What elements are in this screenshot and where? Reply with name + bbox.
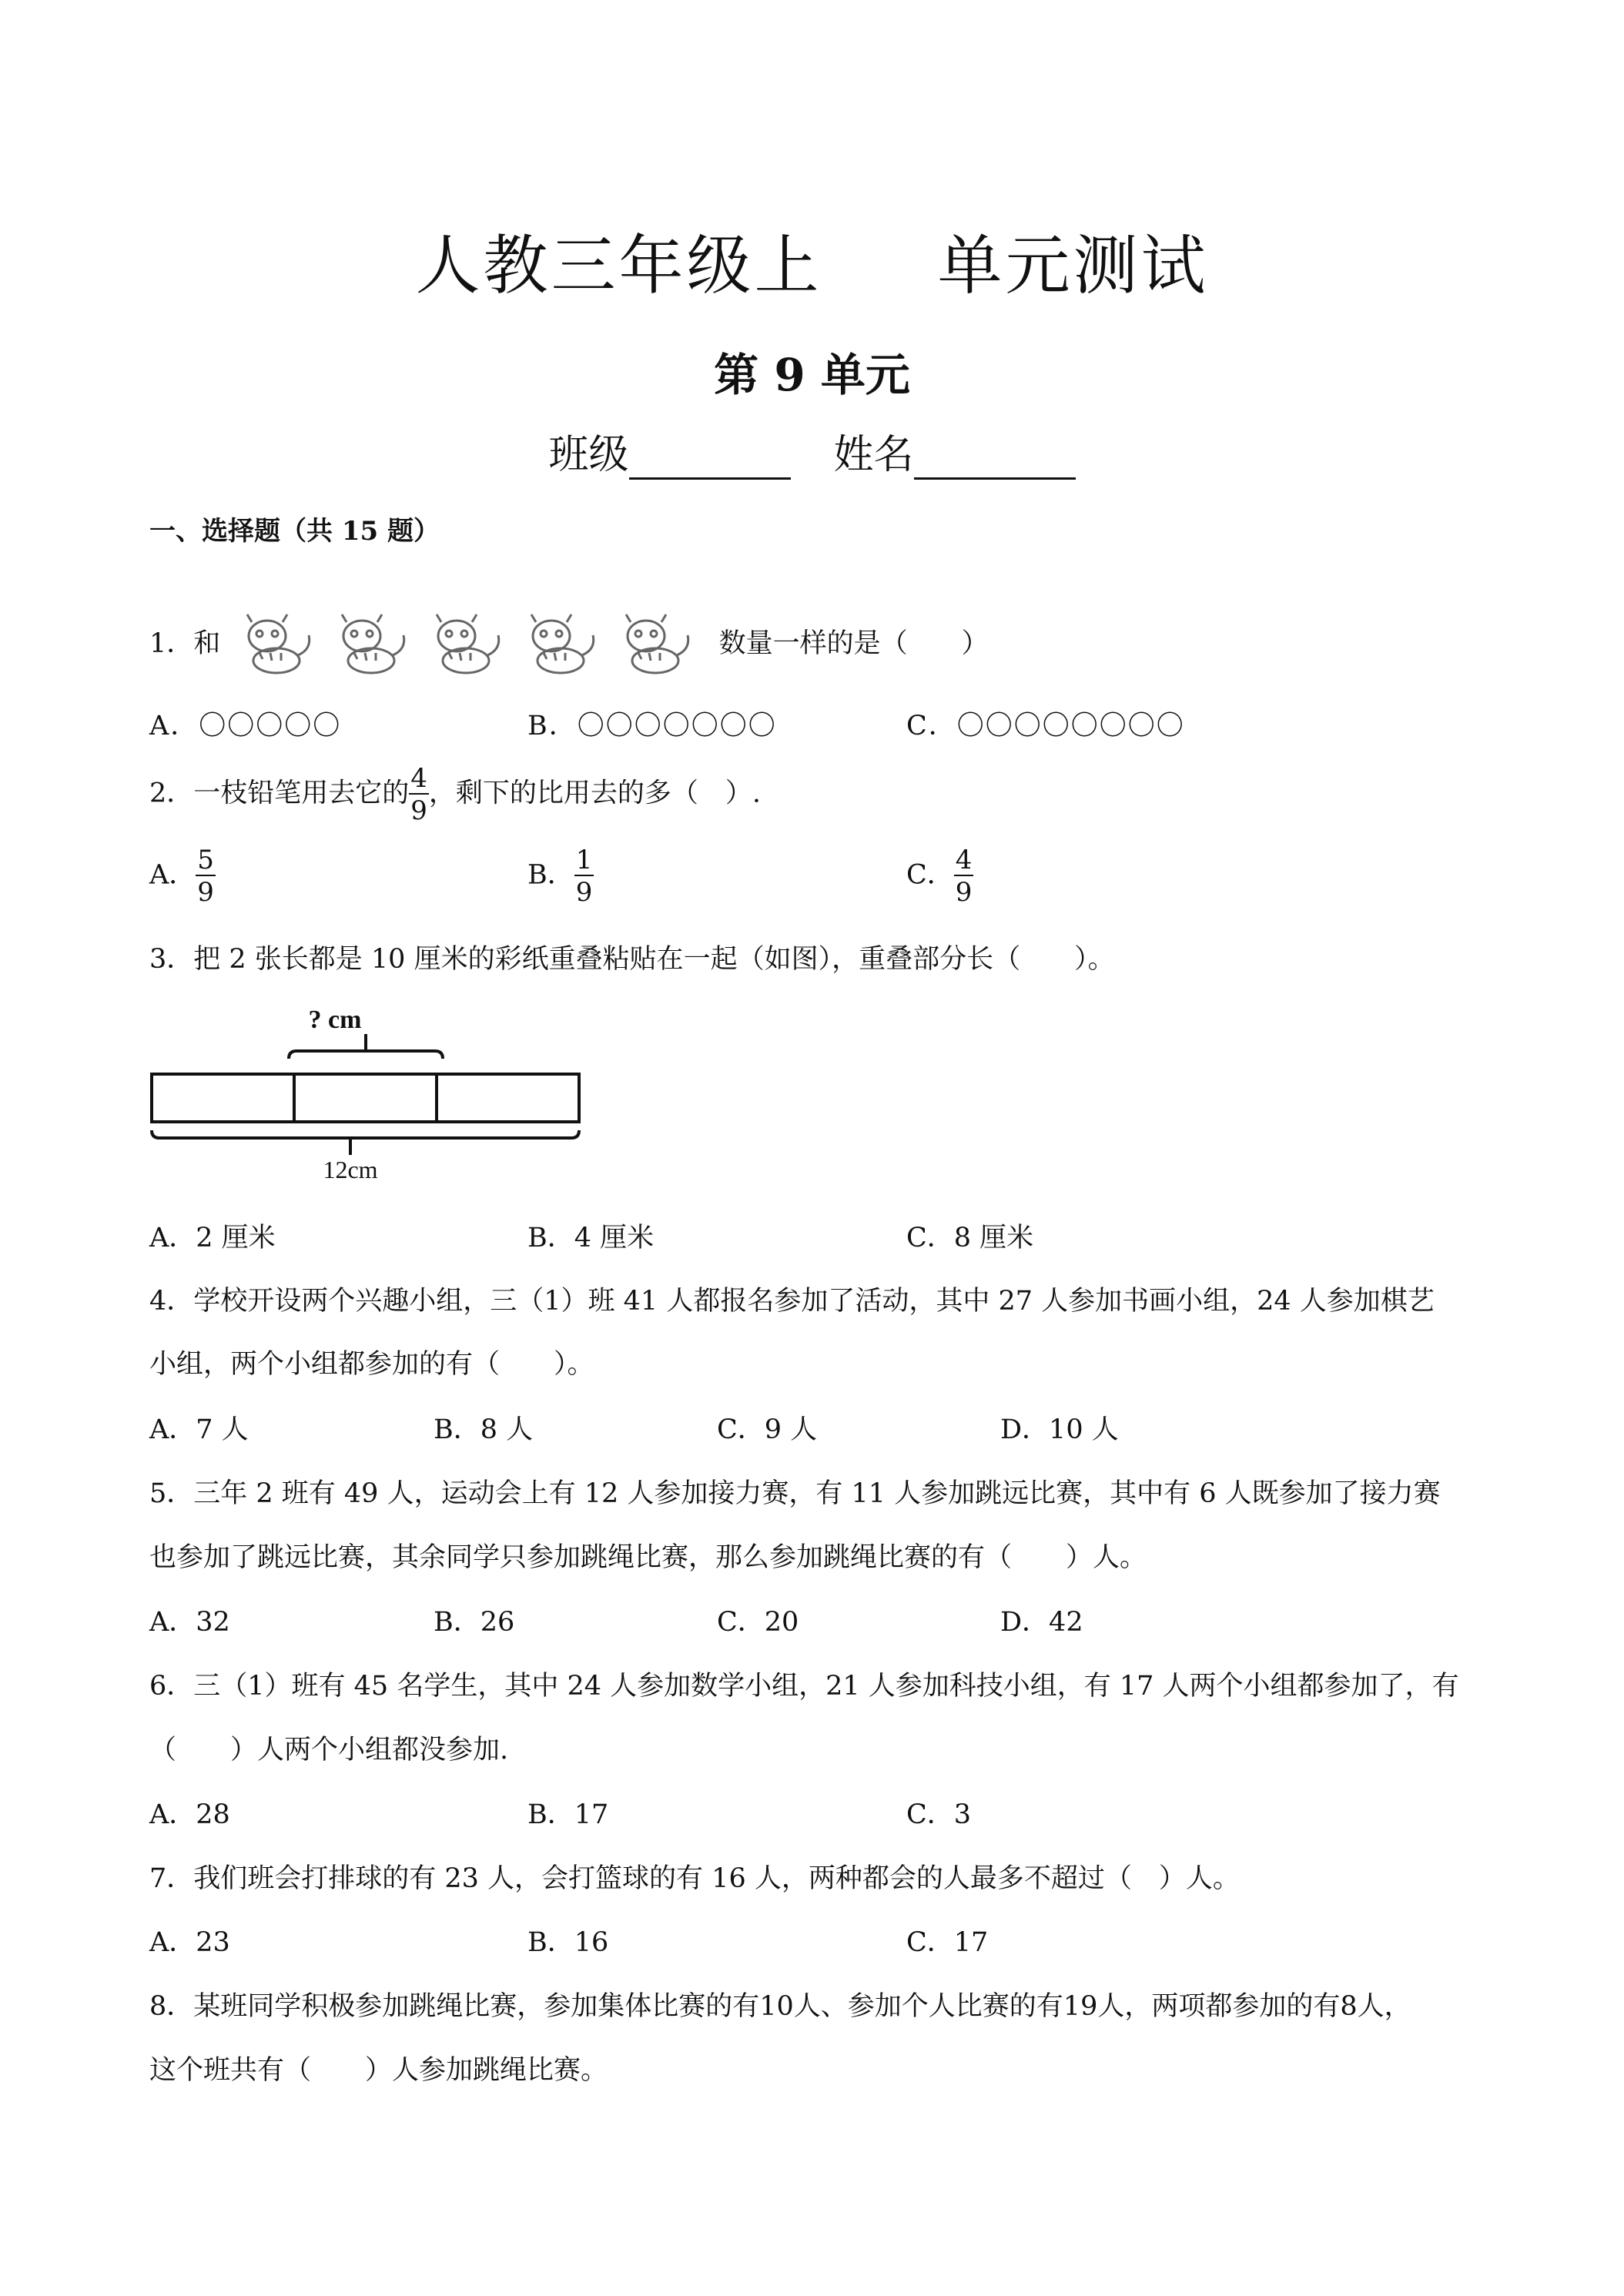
- question-text: ，剩下的比用去的多（ ）.: [428, 778, 762, 809]
- option-c[interactable]: C．17: [906, 1927, 989, 1958]
- question-5-line-1: 5．三年 2 班有 49 人，运动会上有 12 人参加接力赛，有 11 人参加跳远比赛，其中有 6 人既参加了接力赛: [149, 1478, 1441, 1509]
- option-a[interactable]: A． $\frac{5}{9}$: [149, 845, 214, 908]
- option-c[interactable]: C． $\frac{4}{9}$: [906, 845, 973, 908]
- fraction: $\frac{4}{9}$: [410, 763, 427, 826]
- question-text: 数量一样的是（ ）: [718, 628, 989, 659]
- option-a[interactable]: A．28: [149, 1799, 230, 1830]
- option-b[interactable]: B．16: [527, 1927, 609, 1958]
- bottom-brace: [152, 1130, 579, 1155]
- total-length-label: 12cm: [323, 1156, 378, 1183]
- option-a[interactable]: A．32: [149, 1607, 230, 1638]
- paper-overlap-diagram: [142, 993, 589, 1193]
- question-2: [149, 765, 761, 824]
- option-c[interactable]: C．20: [717, 1607, 799, 1638]
- name-blank[interactable]: [914, 436, 1076, 480]
- option-c[interactable]: C．9 人: [717, 1414, 818, 1445]
- option-b[interactable]: B．8 人: [434, 1414, 534, 1445]
- fraction: $\frac{5}{9}$: [197, 845, 214, 908]
- option-d[interactable]: D．10 人: [1000, 1414, 1119, 1445]
- title-right: 单元测试: [937, 228, 1209, 303]
- page-title: [0, 214, 1624, 307]
- question-1: [149, 607, 989, 683]
- paper-strip: [152, 1074, 579, 1122]
- top-brace: [289, 1034, 443, 1059]
- question-3: 3．把 2 张长都是 10 厘米的彩纸重叠粘贴在一起（如图），重叠部分长（ ）。: [149, 944, 1115, 975]
- option-a[interactable]: A．7 人: [149, 1414, 249, 1445]
- question-8-line-1: 8．某班同学积极参加跳绳比赛，参加集体比赛的有10人、参加个人比赛的有19人，两项都参加的有8人，: [149, 1991, 1411, 2022]
- question-5-line-2: 也参加了跳远比赛，其余同学只参加跳绳比赛，那么参加跳绳比赛的有（ ）人。: [149, 1542, 1147, 1573]
- question-6-line-1: 6．三（1）班有 45 名学生，其中 24 人参加数学小组，21 人参加科技小组，有 17 人两个小组都参加了，有: [149, 1671, 1459, 1702]
- fraction: $\frac{1}{9}$: [575, 845, 593, 908]
- question-text: 1．和: [149, 628, 221, 659]
- option-b[interactable]: B．〇〇〇〇〇〇〇: [527, 711, 777, 741]
- overlap-label: ? cm: [308, 1006, 362, 1034]
- option-c[interactable]: C．8 厘米: [906, 1223, 1034, 1253]
- tiger-cub-icon-group: [229, 607, 710, 683]
- class-blank[interactable]: [629, 436, 791, 480]
- question-4-line-2: 小组，两个小组都参加的有（ ）。: [149, 1349, 594, 1380]
- option-a[interactable]: A．23: [149, 1927, 230, 1958]
- question-8-line-2: 这个班共有（ ）人参加跳绳比赛。: [149, 2055, 608, 2086]
- name-label: 姓名: [833, 432, 914, 478]
- option-b[interactable]: B．17: [527, 1799, 609, 1830]
- option-a[interactable]: A．〇〇〇〇〇: [149, 711, 342, 741]
- unit-subtitle: 第 9 单元: [714, 349, 910, 401]
- fraction: $\frac{4}{9}$: [955, 845, 973, 908]
- option-b[interactable]: B．26: [434, 1607, 515, 1638]
- option-d[interactable]: D．42: [1000, 1607, 1083, 1638]
- option-a[interactable]: A．2 厘米: [149, 1223, 276, 1253]
- question-text: 2．一枝铅笔用去它的: [149, 778, 410, 809]
- section-heading: 一、选择题（共 15 题）: [149, 516, 440, 547]
- question-6-line-2: （ ）人两个小组都没参加.: [149, 1735, 509, 1766]
- option-c[interactable]: C．〇〇〇〇〇〇〇〇: [906, 711, 1185, 741]
- tiger-cub-icon: [229, 607, 710, 676]
- question-7: 7．我们班会打排球的有 23 人，会打篮球的有 16 人，两种都会的人最多不超过（ ）人。: [149, 1863, 1240, 1894]
- option-b[interactable]: B．4 厘米: [527, 1223, 655, 1253]
- option-c[interactable]: C．3: [906, 1799, 972, 1830]
- title-left: 人教三年级上: [415, 228, 822, 303]
- question-4-line-1: 4．学校开设两个兴趣小组，三（1）班 41 人都报名参加了活动，其中 27 人参加书画小组，24 人参加棋艺: [149, 1286, 1435, 1317]
- student-info-line: [0, 422, 1624, 480]
- option-b[interactable]: B． $\frac{1}{9}$: [527, 845, 593, 908]
- class-label: 班级: [548, 432, 629, 478]
